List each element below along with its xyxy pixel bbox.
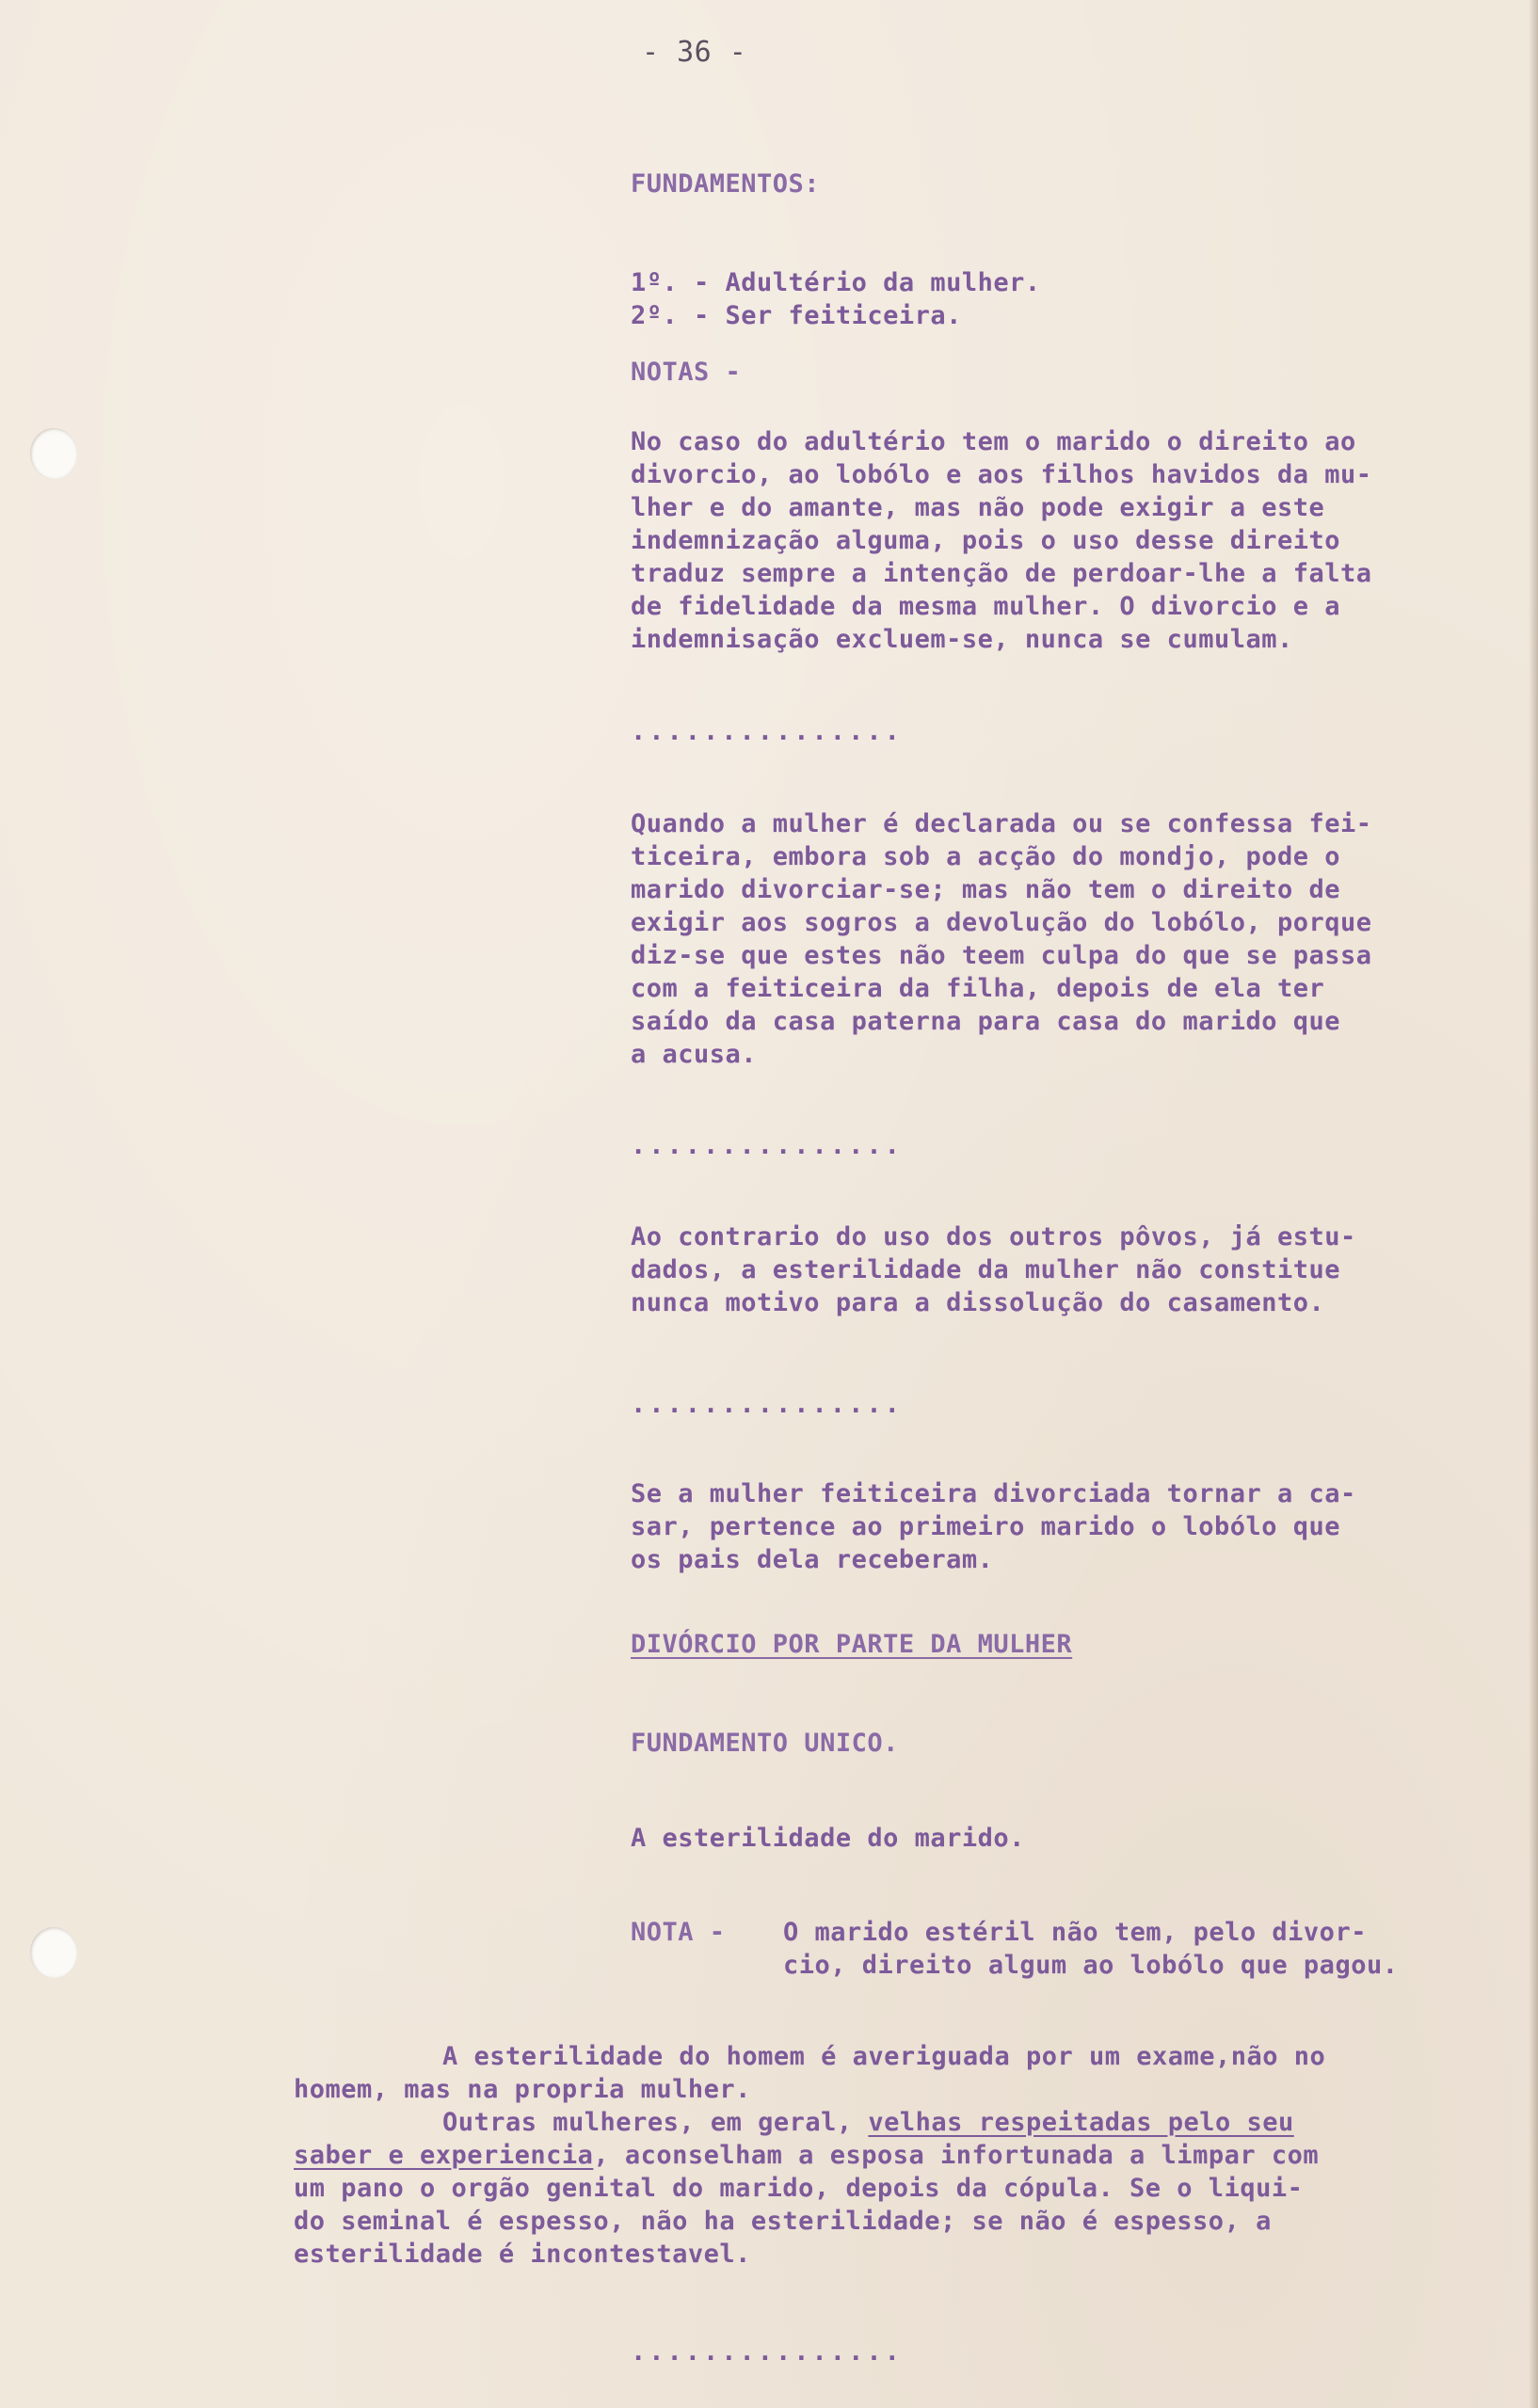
fundamento-item-2: 2º. - Ser feiticeira.: [631, 301, 962, 330]
punch-hole-top: [30, 428, 77, 479]
paper-edge-shadow: [1529, 0, 1538, 2408]
fundamento-item-1: 1º. - Adultério da mulher.: [631, 268, 1041, 297]
final-line-3: [442, 2106, 1294, 2139]
fundamento-unico-title: FUNDAMENTO UNICO.: [631, 1729, 899, 1758]
separator-4: ...............: [631, 2337, 903, 2367]
esterilidade-paragraph: Ao contrario do uso dos outros pôvos, já estu- dados, a esterilidade da mulher não constitue nunca motivo para a dissolução do casamento.: [631, 1222, 1356, 1317]
notas-title: NOTAS -: [631, 358, 742, 387]
final-line-3-underlined: velhas respeitadas pelo seu: [868, 2108, 1294, 2137]
divorcio-mulher-heading: DIVÓRCIO POR PARTE DA MULHER: [631, 1630, 1073, 1659]
fundamentos-title: FUNDAMENTOS:: [631, 169, 821, 199]
final-line-4-underlined: saber e experiencia: [294, 2141, 594, 2170]
final-line-6: do seminal é espesso, não ha esterilidade; se não é espesso, a: [294, 2207, 1272, 2236]
final-line-4-post: , aconselham a esposa infortunada a limpar com: [593, 2141, 1320, 2170]
final-line-7: esterilidade é incontestavel.: [294, 2240, 751, 2269]
final-line-3-pre: Outras mulheres, em geral,: [442, 2108, 869, 2137]
final-line-5: um pano o orgão genital do marido, depois da cópula. Se o liqui-: [294, 2174, 1304, 2203]
separator-3: ...............: [631, 1390, 903, 1419]
nota-label: NOTA -: [631, 1918, 726, 1947]
feiticeira-paragraph: Quando a mulher é declarada ou se confessa fei- ticeira, embora sob a acção do mondjo, pode o marido divorciar-se; mas não tem o direito de exigir aos sogros a devolução do lobólo, porque diz-se que estes não teem culpa do que se passa com a feiticeira da filha, depois de ela ter saído da casa paterna para casa do marido que a acusa.: [631, 809, 1372, 1069]
punch-hole-bottom: [30, 1927, 77, 1978]
page-number: - 36 -: [642, 36, 747, 69]
nota-text: O marido estéril não tem, pelo divor- cio, direito algum ao lobólo que pagou.: [783, 1918, 1399, 1980]
casar-paragraph: Se a mulher feiticeira divorciada tornar a ca- sar, pertence ao primeiro marido o lobólo que os pais dela receberam.: [631, 1479, 1356, 1574]
notas-paragraph: No caso do adultério tem o marido o direito ao divorcio, ao lobólo e aos filhos havidos da mu- lher e do amante, mas não pode exigir a este indemnização alguma, pois o uso desse direito traduz sempre a intenção de perdoar-lhe a falta de fidelidade da mesma mulher. O divorcio e a indemnisação excluem-se, nunca se cumulam.: [631, 427, 1372, 654]
separator-1: ...............: [631, 717, 903, 746]
final-line-2: homem, mas na propria mulher.: [294, 2075, 751, 2104]
separator-2: ...............: [631, 1131, 903, 1160]
final-line-1: A esterilidade do homem é averiguada por um exame,não no: [442, 2042, 1326, 2071]
fundamento-unico-text: A esterilidade do marido.: [631, 1824, 1025, 1853]
final-line-4: [294, 2139, 1319, 2172]
